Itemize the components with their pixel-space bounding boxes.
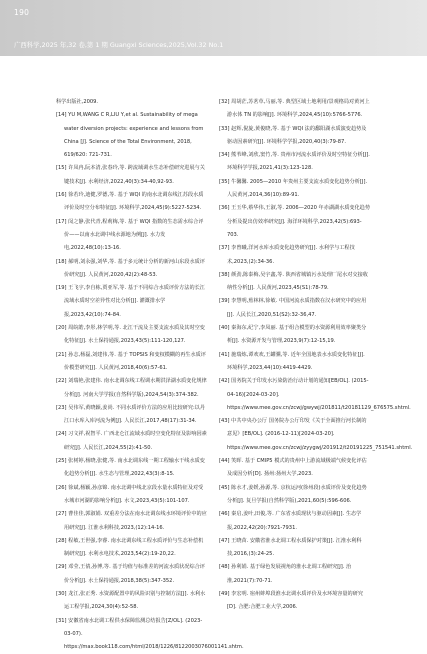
reference-entry: [35] 牛馨馨. 2005—2010 年贵州主要支流水质变化趋势分析[J]. 人民黄河,2014,36(10):89-91. bbox=[219, 178, 368, 199]
reference-entry: [20] 周皖皓,李彤,林学明,等. 北江干流及主要支流水质及其时空变化特征[J]. 水土保持通报,2023,43(5):111-120,127. bbox=[56, 325, 205, 345]
reference-entry: [28] 程敏,王世强,李睿. 南水北调东线工程水质评价与生态补偿机制研究[J]. 水利水电技术,2023,54(2):19-20,22. bbox=[56, 537, 204, 558]
reference-entry: [40] 秦海东,纪宁,李凤丽. 基于组合模型的水资源利用效率聚类分析[J]. 水资源开发与管理,2023,9(7):12-15,19. bbox=[219, 325, 367, 345]
running-title: 广西科学,2025 年,32 卷,第 1 期 Guangxi Sciences,2025,Vol.32 No.1 bbox=[14, 41, 224, 49]
header-banner bbox=[0, 0, 427, 56]
reference-entry: [33] 赵辉,倪旋,黄俊晓,等. 基于 WQI 法的鄱阳湖水质演变趋势及驱动因素研究[J]. 环境科学学报,2020,40(3):79-87. bbox=[219, 125, 367, 145]
page-header bbox=[0, 0, 427, 66]
reference-entry: [21] 孙志,杨磊,刘建伟,等. 基于 TOPSIS 和变权模糊的再生水质评价模型研究[J]. 人民黄河,2018,40(6):57-61. bbox=[56, 351, 206, 371]
reference-entry: [45] 陈水才,姜媛,孙源,等. 京杭运河(徐州段)水质评价及变化趋势分析[J]. 复旦学报(自然科学版),2021,60(5):596-606. bbox=[219, 484, 367, 504]
reference-entry: [26] 徐斌,杨颖,孙彦锦. 南水北调中线北京段水量水质特征及对受水城市河湖的影响分析[J]. 水文,2023,43(5):101-107. bbox=[56, 484, 204, 504]
reference-entry: [47] 王晓苗. 安徽省淮水北调工程水质保护对策[J]. 江淮水利科技,2016,(3):24-25. bbox=[219, 537, 362, 558]
references-right-column bbox=[219, 96, 413, 615]
reference-entry: [49] 李宏明. 宿州蚌埠段淮水北调水质评价及水环境容量的研究[D]. 合肥:合肥工业大学,2006. bbox=[219, 590, 363, 611]
page-number: 190 bbox=[14, 8, 30, 17]
reference-entry: [30] 龙江,张正秀. 水资源配置中的风险识别与控制方法[J]. 水利水运工程学报,2024,30(4):52-58. bbox=[56, 590, 206, 611]
reference-entry: [38] 颜劲,陈泰梅,吴宇鑫,等. 陕西省城镇污水处理厂尾水对交接收纳性分析[J]. 人民黄河,2023,45(S1):78-79. bbox=[219, 271, 368, 292]
reference-entry: [24] 习文祥,祝智平. 广西北仑江流域水质时空变化特征及影响因素研究[J]. 人民长江,2024,55(2):41-50. bbox=[56, 431, 207, 451]
reference-entry: [27] 曹佳佳,郭淑娟. 双重差分法在南水北调东线水环境评价中的应用研究[J]. 江淮水利科技,2023,(12):14-16. bbox=[56, 511, 207, 531]
reference-entry: [36] 王玉华,蔡华伟,王淑,等. 2006—2020 年赤湖湖水质变化趋势分析及提出仿效率研究[J]. 海洋环境科学,2023,42(5):693-703. bbox=[219, 205, 370, 238]
reference-entry: [29] 邓莹,王倩,孙博,等. 基于均值与标准差的河流水质状况综合评价分析[J]. 水土保持通报,2018,38(5):347-352. bbox=[56, 564, 205, 584]
reference-entry: [41] 施瑞炼,谭欢欢,王罐骥,等. 近年全国地表水水质变化特征[J]. 环境科学,2023,44(10):4419-4429. bbox=[219, 351, 365, 371]
reference-entry: [22] 刘瑞艳,张建伟. 南水北调东线工程调水期洪泽湖水质变化规律分析[J]. 河南大学学报(自然科学版),2024,54(3):374-382. bbox=[56, 378, 207, 398]
reference-entry: [18] 郝明,刘永强,刘华,等. 基于多元统计分析的新河山东段水质评价研究[J]. 人民黄河,2020,42(2):48-53. bbox=[56, 258, 205, 278]
reference-entry: [34] 熊苇峰,刘欣,窦竹,等. 贵州市河流水质评价及时空特征分析[J]. 环境科学学报,2021,41(3):123-128. bbox=[219, 152, 370, 172]
reference-entry: [15] 许凤冉,阮本清,张春玲,等. 跨流域调水生态补偿研究进展与关键技术[J]. 水利经济,2022,40(3):34-40,92-93. bbox=[56, 165, 205, 185]
reference-entry: [39] 李慧明,蕉林林,徐敏. 中国河流水质指数在汉水研究中的应用[J]. 人民长江,2020,51(S2):32-36,47. bbox=[219, 298, 367, 318]
reference-entry: [44] 笑晖. 基于 CMIP5 模式的贵州中上游流域极端气候变化评估及成因分析[D]. 扬州:扬州大学,2023. bbox=[219, 458, 367, 478]
reference-entry: [14] YU M,WANG C R,LIU Y,et al. Sustainability of mega water diversion projects: experience and lessons from China [J]. Science of the Total Environment, 2018, 619/620: 721-731. bbox=[56, 112, 204, 159]
reference-entry: [32] 周胡茫,苏茗草,马丽,等. 典型区域土地利用/景观格局对黄河上游水体 TN 的影响[J]. 环境科学,2024,45(10):5766-5776. bbox=[219, 99, 370, 119]
reference-entry: [23] 吴伟军,黄晓颖,姜尚. 不同水质评价方法的应用比较研究:以丹江口水库入库河流为例[J]. 人民长江,2017,48(17):31-34. bbox=[56, 404, 205, 425]
reference-entry: [17] 闵之静,张代青,程莉梅,等. 基于 WQI 指数的生态需水综合评价——以南水北调中线水源地为例[J]. 水力发电,2022,48(10):13-16. bbox=[56, 218, 204, 252]
reference-entry: [46] 秦启,姜叶,田俊,等. 广东省水质现状与驱动因素[J]. 生态学报,2022,42(20):7921-7931. bbox=[219, 511, 362, 531]
reference-entry: [48] 孙利娟. 基于绿色发展视角的淮水北调工程研究[J]. 治淮,2021(7):70-71. bbox=[219, 564, 352, 584]
reference-entry: [31] 安徽省南水北调工程供水保障监测总结报告[Z/OL]. (2023-03-07). https://max.book118.com/html/2018/1226/8122003076001141.shtm. bbox=[56, 617, 244, 651]
references-left-column bbox=[56, 96, 244, 654]
reference-continuation: 科学出版社,2009. bbox=[56, 99, 99, 105]
reference-entry: [42] 国务院关于印发水污染防治行动计划的通知[EB/OL]. (2015-04-16)[2024-03-20]. https://www.mee.gov.cn/zcwj/gwywj/201811/t20181129_676575.shtml. bbox=[219, 378, 411, 411]
reference-entry: [25] 张树婷,杨晓,张健,等. 南水北调东线一期工程输水干线水质变化趋势分析[J]. 水生态与管理,2022,43(3):8-15. bbox=[56, 458, 205, 478]
reference-entry: [16] 徐若玲,迪健,罗德,等. 基于 WQI 的南水北调东线江苏段水质评价及时空分布特征[J]. 环境科学,2024,45(9):5227-5234. bbox=[56, 192, 204, 212]
reference-entry: [43] 中共中央办公厅 国务院办公厅印发《关于全面推行河长制的意见》[EB/OL]. (2016-12-11)[2024-03-20]. https://www.mee.gov.cn/zcwj/zyygwj/201912/t20191225_751541.shtml. bbox=[219, 418, 413, 451]
reference-entry: [19] 王飞宇,李自栋,贾亚军,等. 基于不同综合水质评价方法的长江流域水质时空差异性对比分析[J]. 灌溉排水学报,2023,42(10):74-84. bbox=[56, 285, 205, 318]
reference-entry: [37] 李曾曦,洋河水库水质变化趋势研究[J]. 水利学与工程技术,2023,(2):34-36. bbox=[219, 245, 355, 265]
